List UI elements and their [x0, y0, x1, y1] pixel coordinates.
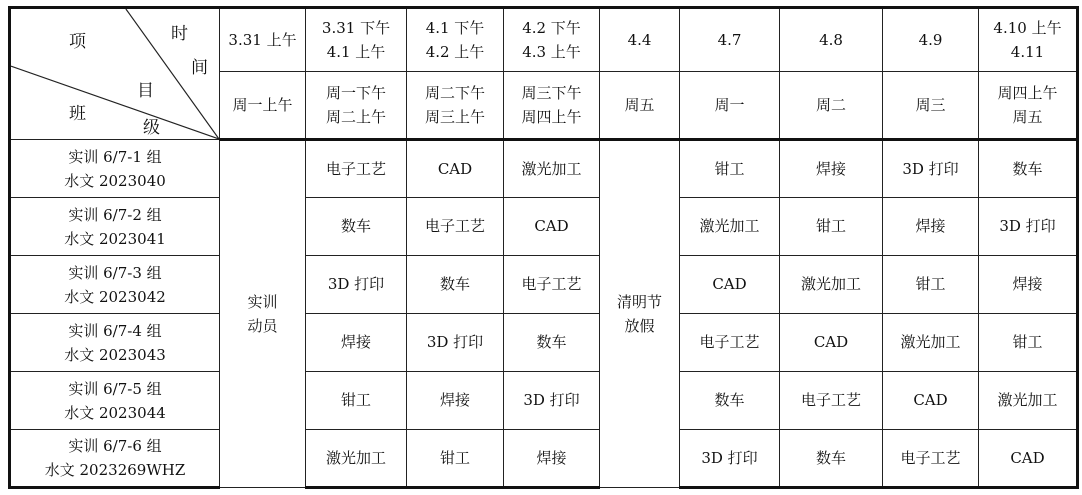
course-cell: 焊接	[979, 256, 1078, 314]
weekday-cell: 周三	[883, 72, 979, 140]
course-cell: 焊接	[504, 430, 600, 488]
corner-label-ban: 班	[69, 104, 86, 124]
group-name-cell: 实训 6/7-5 组 水文 2023044	[10, 372, 220, 430]
corner-label-shi: 时	[171, 24, 188, 44]
course-cell: CAD	[407, 140, 504, 198]
course-cell: 钳工	[680, 140, 780, 198]
course-cell: CAD	[979, 430, 1078, 488]
holiday-cell: 清明节 放假	[600, 140, 680, 488]
weekday-cell: 周五	[600, 72, 680, 140]
course-cell: 激光加工	[680, 198, 780, 256]
date-cell: 4.8	[780, 8, 883, 72]
weekday-cell: 周二	[780, 72, 883, 140]
course-cell: 3D 打印	[883, 140, 979, 198]
course-cell: CAD	[780, 314, 883, 372]
corner-header	[10, 8, 220, 140]
corner-label-xiang: 项	[69, 32, 86, 52]
date-cell: 4.7	[680, 8, 780, 72]
course-cell: 钳工	[306, 372, 407, 430]
course-cell: CAD	[883, 372, 979, 430]
course-cell: 钳工	[407, 430, 504, 488]
date-cell: 3.31 下午 4.1 上午	[306, 8, 407, 72]
course-cell: 钳工	[780, 198, 883, 256]
date-cell: 4.4	[600, 8, 680, 72]
course-cell: 电子工艺	[780, 372, 883, 430]
mobilize-cell: 实训 动员	[220, 140, 306, 488]
course-cell: 激光加工	[780, 256, 883, 314]
course-cell: 焊接	[780, 140, 883, 198]
group-name-cell: 实训 6/7-4 组 水文 2023043	[10, 314, 220, 372]
weekday-cell: 周一下午 周二上午	[306, 72, 407, 140]
course-cell: 数车	[979, 140, 1078, 198]
course-cell: 数车	[504, 314, 600, 372]
weekday-cell: 周二下午 周三上午	[407, 72, 504, 140]
course-cell: 激光加工	[306, 430, 407, 488]
weekday-cell: 周三下午 周四上午	[504, 72, 600, 140]
course-cell: CAD	[504, 198, 600, 256]
course-cell: 电子工艺	[504, 256, 600, 314]
table-row	[10, 198, 1078, 256]
group-name-cell: 实训 6/7-6 组 水文 2023269WHZ	[10, 430, 220, 488]
table-row	[10, 314, 1078, 372]
course-cell: 电子工艺	[407, 198, 504, 256]
date-cell: 3.31 上午	[220, 8, 306, 72]
course-cell: 焊接	[306, 314, 407, 372]
group-name-cell: 实训 6/7-1 组 水文 2023040	[10, 140, 220, 198]
table-row	[10, 372, 1078, 430]
corner-label-ji: 级	[143, 118, 160, 138]
group-name-cell: 实训 6/7-2 组 水文 2023041	[10, 198, 220, 256]
course-cell: 数车	[306, 198, 407, 256]
course-cell: 3D 打印	[979, 198, 1078, 256]
group-name-cell: 实训 6/7-3 组 水文 2023042	[10, 256, 220, 314]
course-cell: 数车	[407, 256, 504, 314]
course-cell: 3D 打印	[680, 430, 780, 488]
course-cell: 3D 打印	[306, 256, 407, 314]
weekday-cell: 周一上午	[220, 72, 306, 140]
course-cell: 激光加工	[883, 314, 979, 372]
table-row	[10, 140, 1078, 198]
course-cell: 3D 打印	[407, 314, 504, 372]
course-cell: CAD	[680, 256, 780, 314]
weekday-cell: 周四上午 周五	[979, 72, 1078, 140]
table-row	[10, 430, 1078, 488]
course-cell: 激光加工	[504, 140, 600, 198]
course-cell: 钳工	[883, 256, 979, 314]
course-cell: 激光加工	[979, 372, 1078, 430]
course-cell: 钳工	[979, 314, 1078, 372]
date-cell: 4.1 下午 4.2 上午	[407, 8, 504, 72]
corner-label-jian: 间	[191, 58, 208, 78]
course-cell: 电子工艺	[680, 314, 780, 372]
course-cell: 数车	[780, 430, 883, 488]
corner-label-mu: 目	[137, 81, 154, 101]
course-cell: 3D 打印	[504, 372, 600, 430]
course-cell: 数车	[680, 372, 780, 430]
course-cell: 焊接	[883, 198, 979, 256]
table-row	[10, 256, 1078, 314]
schedule-table	[8, 6, 1079, 489]
date-cell: 4.10 上午 4.11	[979, 8, 1078, 72]
weekday-cell: 周一	[680, 72, 780, 140]
header-row-dates	[10, 8, 1078, 72]
course-cell: 焊接	[407, 372, 504, 430]
date-cell: 4.2 下午 4.3 上午	[504, 8, 600, 72]
date-cell: 4.9	[883, 8, 979, 72]
course-cell: 电子工艺	[306, 140, 407, 198]
course-cell: 电子工艺	[883, 430, 979, 488]
